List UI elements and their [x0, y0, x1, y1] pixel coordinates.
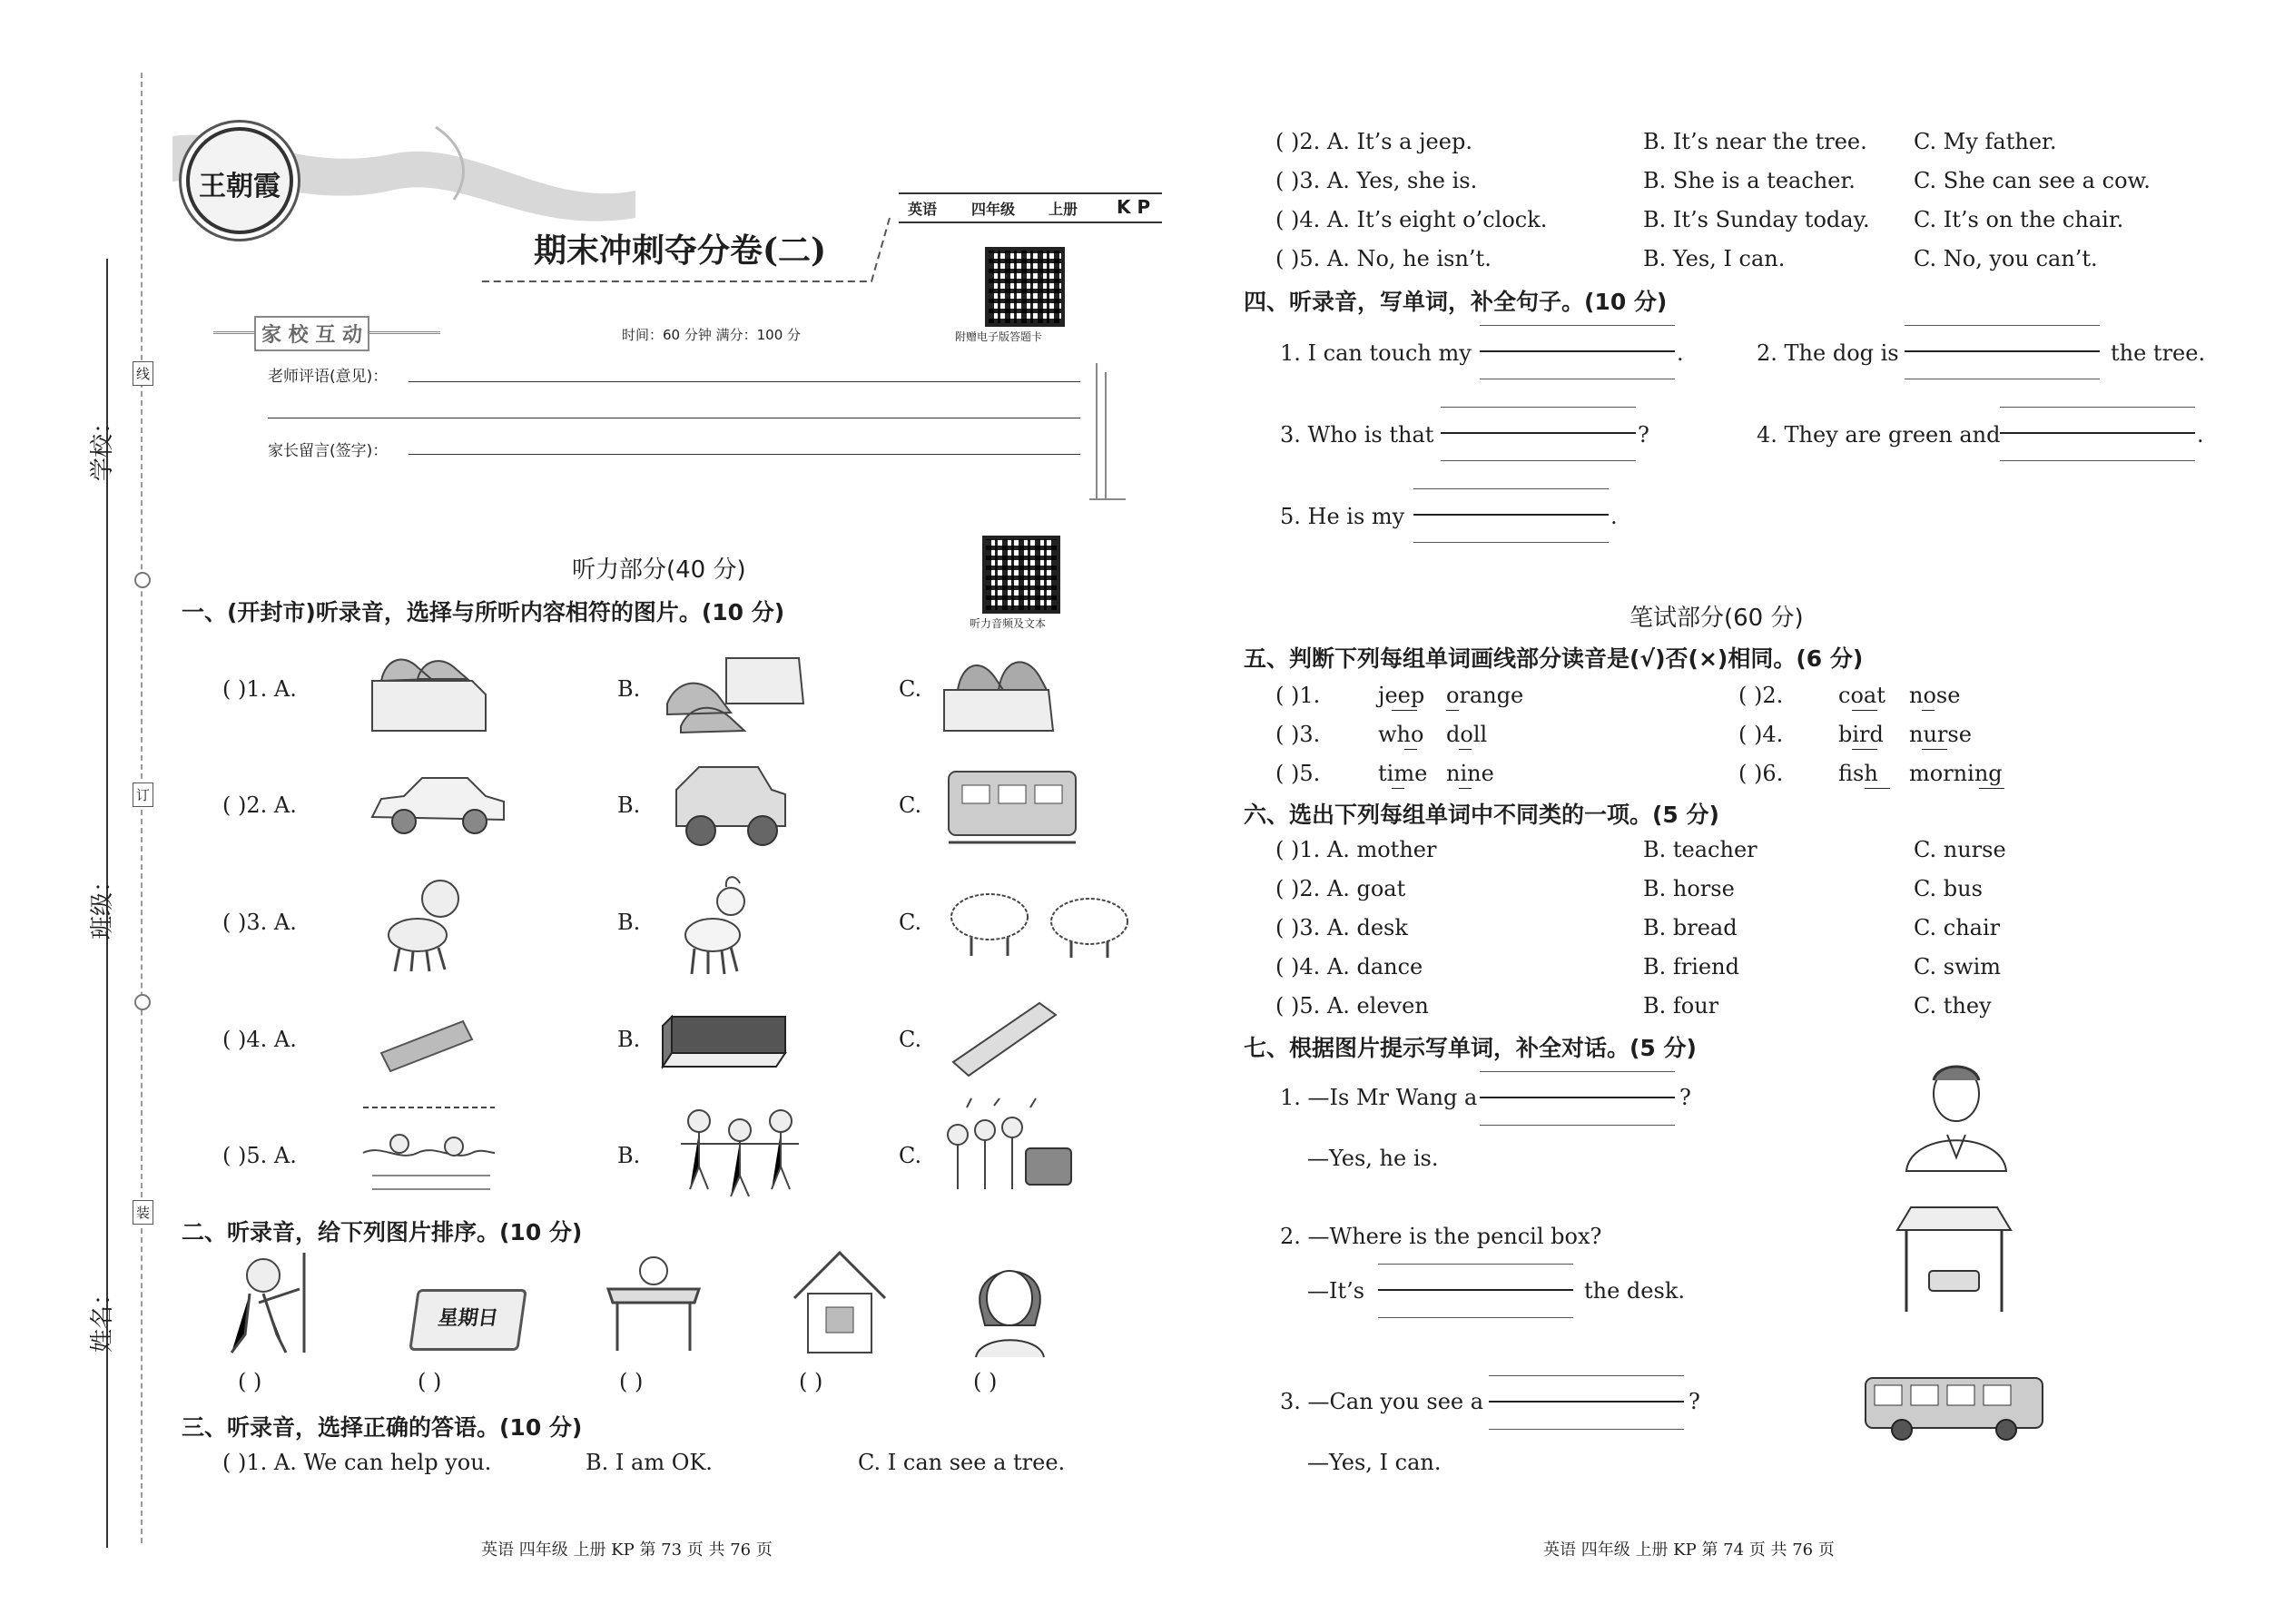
s7-q3-answer-line[interactable] [1489, 1375, 1684, 1430]
house-picture [790, 1248, 890, 1357]
s3-q2-b: B. It’s near the tree. [1643, 129, 1867, 154]
shoes-in-box-picture [940, 645, 1058, 735]
s6-q1-a[interactable]: ( )1. A. mother [1275, 837, 1437, 862]
ruler-picture [377, 1012, 477, 1076]
s5-q5-num[interactable]: ( )5. [1275, 761, 1321, 786]
s4-q5-answer-line[interactable] [1413, 488, 1609, 543]
binding-hole [134, 994, 151, 1010]
binding-hole [134, 572, 151, 588]
train-picture [944, 763, 1080, 849]
parent-comment-field[interactable] [409, 454, 1080, 455]
doctor-picture [1897, 1058, 2015, 1176]
shoes-beside-box-picture [663, 649, 808, 735]
s5-q5-w1: time [1378, 761, 1428, 786]
s4-q4-end: . [2197, 422, 2204, 448]
s6-q2-b: B. horse [1643, 876, 1735, 901]
s3-q1-b: B. I am OK. [586, 1450, 713, 1475]
s4-q4-text: 4. They are green and [1757, 422, 2001, 448]
s5-q5-w2: nine [1446, 761, 1494, 786]
section-6-title: 六、选出下列每组单词中不同类的一项。(5 分) [1244, 802, 1719, 828]
family-school-badge [213, 316, 440, 349]
s4-q3-end: ? [1638, 422, 1649, 448]
qr-caption-listening: 听力音频及文本 [970, 617, 1047, 630]
s1-q3-num[interactable]: ( )3. A. [222, 910, 297, 935]
s1-q5-b[interactable]: B. [617, 1143, 641, 1168]
s5-q2-w1: coat [1838, 683, 1885, 708]
s7-q2b-end: the desk. [1584, 1278, 1685, 1304]
calendar-text: 星期日 [436, 1307, 500, 1330]
tag-grade: 四年级 [971, 201, 1016, 218]
time-score: 时间：60 分钟 满分：100 分 [622, 327, 802, 343]
singing-children-picture [940, 1098, 1076, 1198]
s5-q6-num[interactable]: ( )6. [1738, 761, 1784, 786]
binding-mark-order: 订 [133, 782, 153, 807]
qr-code-listening[interactable] [982, 536, 1060, 614]
s7-q3b-text: —Yes, I can. [1307, 1450, 1442, 1475]
section-1-title: 一、(开封市)听录音，选择与所听内容相符的图片。(10 分) [182, 599, 785, 625]
order-blank-2[interactable]: ( ) [418, 1369, 442, 1394]
footer-left: 英语 四年级 上册 KP 第 73 页 共 76 页 [481, 1540, 773, 1560]
order-blank-5[interactable]: ( ) [973, 1369, 998, 1394]
order-blank-1[interactable]: ( ) [238, 1369, 262, 1394]
underline-mark [1459, 788, 1472, 789]
qr-code-answer-sheet[interactable] [985, 247, 1065, 327]
calendar-picture [409, 1289, 527, 1351]
s3-q1-c: C. I can see a tree. [858, 1450, 1066, 1475]
s6-q3-c: C. chair [1914, 915, 2001, 940]
name-label: 姓名： [89, 1281, 116, 1353]
underline-mark [1392, 710, 1417, 711]
s4-q1-end: . [1677, 340, 1684, 366]
tag-subject: 英语 [908, 201, 938, 218]
underline-mark [1922, 710, 1935, 711]
parent-comment-label: 家长留言(签字)： [268, 442, 389, 460]
header-tag [899, 192, 1162, 223]
underline-mark [1459, 749, 1472, 750]
dancing-children-picture [676, 1098, 803, 1198]
s5-q3-w2: doll [1446, 722, 1488, 747]
family-school-text: 家 校 互 动 [254, 316, 369, 351]
s4-q5-text: 5. He is my [1280, 504, 1405, 529]
s5-q3-w1: who [1378, 722, 1424, 747]
s3-q4-c: C. It’s on the chair. [1914, 207, 2124, 232]
section-7-title: 七、根据图片提示写单词，补全对话。(5 分) [1244, 1035, 1697, 1061]
s5-q4-num[interactable]: ( )4. [1738, 722, 1784, 747]
s5-q1-num[interactable]: ( )1. [1275, 683, 1321, 708]
car-picture [368, 767, 508, 840]
s1-q4-b[interactable]: B. [617, 1027, 641, 1052]
s1-q2-c[interactable]: C. [899, 792, 922, 818]
s7-q3a-end: ? [1689, 1389, 1700, 1414]
order-blank-3[interactable]: ( ) [619, 1369, 644, 1394]
binding-mark-bind: 装 [133, 1200, 153, 1225]
swimming-children-picture [363, 1103, 495, 1198]
s6-q4-b: B. friend [1643, 954, 1739, 979]
s1-q2-num[interactable]: ( )2. A. [222, 792, 297, 818]
s3-q4-a[interactable]: ( )4. A. It’s eight o’clock. [1275, 207, 1548, 232]
teacher-comment-field[interactable] [409, 381, 1080, 382]
s4-q4-answer-line[interactable] [2000, 407, 2195, 461]
logo-seal [186, 127, 293, 234]
s6-q3-a[interactable]: ( )3. A. desk [1275, 915, 1408, 940]
writing-title: 笔试部分(60 分) [1629, 605, 1804, 632]
s4-q5-end: . [1610, 504, 1618, 529]
s4-q3-text: 3. Who is that [1280, 422, 1434, 448]
worker-picture [218, 1253, 327, 1357]
s5-q1-w2: orange [1446, 683, 1524, 708]
s3-q1-a[interactable]: ( )1. A. We can help you. [222, 1450, 492, 1475]
s7-q1a-text: 1. —Is Mr Wang a [1280, 1085, 1478, 1110]
s7-q3a-text: 3. —Can you see a [1280, 1389, 1484, 1414]
underline-mark [1865, 788, 1890, 789]
underline-mark [1922, 749, 1947, 750]
binding-dashed-line [141, 73, 143, 1543]
page-title: 期末冲刺夺分卷(二) [534, 231, 827, 270]
s5-q6-w2: morning [1909, 761, 2003, 786]
binding-mark-line: 线 [133, 361, 153, 386]
underline-mark [1852, 710, 1877, 711]
s3-q3-a[interactable]: ( )3. A. Yes, she is. [1275, 168, 1478, 193]
book-picture [658, 1008, 790, 1076]
s1-q1-num[interactable]: ( )1. A. [222, 676, 297, 702]
s4-q2-text: 2. The dog is [1757, 340, 1899, 366]
section-4-title: 四、听录音，写单词，补全句子。(10 分) [1244, 289, 1668, 315]
pencil-box-under-desk-picture [1893, 1203, 2015, 1316]
s6-q5-a[interactable]: ( )5. A. eleven [1275, 993, 1429, 1019]
s4-q2-end: the tree. [2111, 340, 2206, 366]
teacher-comment-label: 老师评语(意见)： [268, 368, 389, 386]
shoes-on-box-picture [363, 645, 490, 735]
s4-q3-answer-line[interactable] [1441, 407, 1636, 461]
s3-q5-a[interactable]: ( )5. A. No, he isn’t. [1275, 246, 1492, 271]
s3-q5-c: C. No, you can’t. [1914, 246, 2098, 271]
s6-q2-a[interactable]: ( )2. A. goat [1275, 876, 1406, 901]
s1-q3-c[interactable]: C. [899, 910, 922, 935]
s6-q2-c: C. bus [1914, 876, 1983, 901]
s6-q5-c: C. they [1914, 993, 1992, 1019]
s7-q2a-text: 2. —Where is the pencil box? [1280, 1224, 1602, 1249]
section-3-title: 三、听录音，选择正确的答语。(10 分) [182, 1414, 583, 1441]
logo-text: 王朝霞 [199, 171, 281, 202]
s7-q1a-end: ? [1679, 1085, 1691, 1110]
goat-picture [672, 876, 758, 976]
s7-q2-answer-line[interactable] [1378, 1264, 1573, 1318]
s6-q1-b: B. teacher [1643, 837, 1757, 862]
s1-q4-c[interactable]: C. [899, 1027, 922, 1052]
s1-q1-c[interactable]: C. [899, 676, 922, 702]
clock-on-desk-picture [604, 1253, 704, 1353]
section-2-title: 二、听录音，给下列图片排序。(10 分) [182, 1219, 583, 1245]
s1-q1-b[interactable]: B. [617, 676, 641, 702]
s3-q2-c: C. My father. [1914, 129, 2057, 154]
s1-q5-num[interactable]: ( )5. A. [222, 1143, 297, 1168]
s5-q4-w1: bird [1838, 722, 1884, 747]
s4-q1-answer-line[interactable] [1480, 325, 1675, 379]
school-label: 学校： [89, 409, 116, 481]
s5-q2-num[interactable]: ( )2. [1738, 683, 1784, 708]
tag-term: 上册 [1049, 201, 1078, 218]
sheep-picture [944, 885, 1139, 958]
s6-q5-b: B. four [1643, 993, 1719, 1019]
s3-q4-b: B. It’s Sunday today. [1643, 207, 1870, 232]
s7-q1b-text: —Yes, he is. [1307, 1146, 1439, 1171]
s5-q1-w1: jeep [1378, 683, 1425, 708]
s6-q1-c: C. nurse [1914, 837, 2006, 862]
underline-mark [1446, 710, 1459, 711]
qr-caption-answer-sheet: 附赠电子版答题卡 [955, 330, 1043, 343]
s5-q2-w2: nose [1909, 683, 1961, 708]
underline-mark [1392, 788, 1404, 789]
s3-q3-b: B. She is a teacher. [1643, 168, 1856, 193]
order-blank-4[interactable]: ( ) [799, 1369, 823, 1394]
s3-q2-a[interactable]: ( )2. A. It’s a jeep. [1275, 129, 1472, 154]
s4-q2-answer-line[interactable] [1905, 325, 2100, 379]
s1-q5-c[interactable]: C. [899, 1143, 922, 1168]
s6-q4-c: C. swim [1914, 954, 2002, 979]
section-5-title: 五、判断下列每组单词画线部分读音是(√)否(×)相同。(6 分) [1244, 645, 1864, 672]
tag-version: K P [1117, 196, 1151, 218]
s5-q6-w1: fish [1838, 761, 1878, 786]
jeep-picture [672, 763, 790, 849]
bus-picture [1861, 1371, 2052, 1443]
s4-q1-text: 1. I can touch my [1280, 340, 1472, 366]
pencil-box-picture [949, 999, 1062, 1080]
s3-q5-b: B. Yes, I can. [1643, 246, 1786, 271]
underline-mark [1979, 788, 2004, 789]
s7-q1-answer-line[interactable] [1480, 1071, 1675, 1126]
horse-picture [377, 871, 468, 976]
underline-mark [1852, 749, 1877, 750]
footer-right: 英语 四年级 上册 KP 第 74 页 共 76 页 [1543, 1540, 1835, 1560]
class-label: 班级： [89, 868, 116, 940]
underline-mark [1404, 749, 1417, 750]
s7-q2b-text: —It’s [1307, 1278, 1365, 1304]
s1-q4-num[interactable]: ( )4. A. [222, 1027, 297, 1052]
s3-q3-c: C. She can see a cow. [1914, 168, 2151, 193]
s5-q3-num[interactable]: ( )3. [1275, 722, 1321, 747]
woman-picture [967, 1253, 1053, 1357]
s6-q3-b: B. bread [1643, 915, 1738, 940]
s1-q3-b[interactable]: B. [617, 910, 641, 935]
listening-title: 听力部分(40 分) [572, 556, 746, 584]
header-right-bracket [1089, 363, 1135, 508]
s5-q4-w2: nurse [1909, 722, 1972, 747]
s1-q2-b[interactable]: B. [617, 792, 641, 818]
s6-q4-a[interactable]: ( )4. A. dance [1275, 954, 1423, 979]
